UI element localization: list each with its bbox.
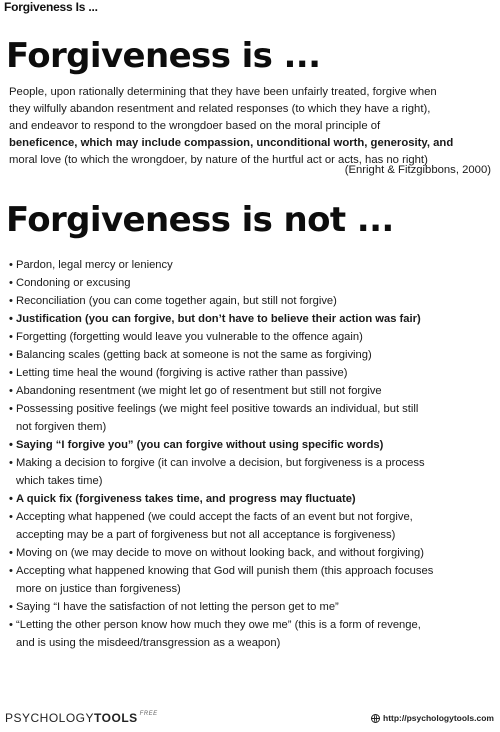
list-item xyxy=(9,616,495,652)
list-item xyxy=(9,544,495,562)
definition-line: they wilfully abandon resentment and related responses (to which they have a right), xyxy=(9,103,431,115)
list-item xyxy=(9,364,495,382)
list-item-text: Saying “I have the satisfaction of not letting the person get to me” xyxy=(16,601,339,613)
list-item xyxy=(9,562,495,598)
list-item-text: Possessing positive feelings (we might feel positive towards an individual, but still xyxy=(16,403,419,415)
bullet-icon: • xyxy=(9,619,13,631)
definition-line: moral love (to which the wrongdoer, by nature of the hurtful act or acts, has no right) xyxy=(9,154,428,166)
definition-line: and endeavor to respond to the wrongdoer based on the moral principle of xyxy=(9,120,381,132)
list-item-text: Balancing scales (getting back at someone is not the same as forgiving) xyxy=(16,349,372,361)
list-item xyxy=(9,400,495,436)
list-item xyxy=(9,436,495,454)
bullet-icon: • xyxy=(9,403,13,415)
logo-text-psychology: PSYCHOLOGY xyxy=(5,711,95,725)
list-item-text: Saying “I forgive you” (you can forgive without using specific words) xyxy=(16,439,384,451)
bullet-icon: • xyxy=(9,277,13,289)
list-item xyxy=(9,346,495,364)
list-item-text: “Letting the other person know how much they owe me” (this is a form of revenge, xyxy=(16,619,421,631)
logo-text-tools: TOOLS xyxy=(94,711,138,725)
list-item xyxy=(9,274,495,292)
list-item xyxy=(9,292,495,310)
bullet-icon: • xyxy=(9,565,13,577)
list-item-text: which takes time) xyxy=(16,475,103,487)
definition-line: beneficence, which may include compassion, unconditional worth, generosity, and xyxy=(9,137,454,149)
list-item xyxy=(9,256,495,274)
forgiveness-definition xyxy=(9,84,493,169)
footer-url-text: http://psychologytools.com xyxy=(383,713,494,723)
list-item-text: Condoning or excusing xyxy=(16,277,131,289)
bullet-icon: • xyxy=(9,457,13,469)
list-item-text: Abandoning resentment (we might let go of resentment but still not forgive xyxy=(16,385,382,397)
bullet-icon: • xyxy=(9,313,13,325)
list-item xyxy=(9,490,495,508)
list-item-text: Pardon, legal mercy or leniency xyxy=(16,259,173,271)
bullet-icon: • xyxy=(9,385,13,397)
list-item-text: Accepting what happened knowing that God will punish them (this approach focuses xyxy=(16,565,434,577)
list-item-text: not forgiven them) xyxy=(16,421,107,433)
list-item-text: A quick fix (forgiveness takes time, and progress may fluctuate) xyxy=(16,493,356,505)
psychology-tools-logo xyxy=(5,711,158,725)
logo-free-badge: FREE xyxy=(139,711,158,717)
list-item xyxy=(9,598,495,616)
definition-line: People, upon rationally determining that they have been unfairly treated, forgive when xyxy=(9,86,437,98)
list-item-text: Making a decision to forgive (it can involve a decision, but forgiveness is a process xyxy=(16,457,425,469)
list-item-text: Moving on (we may decide to move on without looking back, and without forgiving) xyxy=(16,547,424,559)
list-item-text: Justification (you can forgive, but don’t have to believe their action was fair) xyxy=(16,313,421,325)
footer-link[interactable] xyxy=(371,713,494,723)
bullet-icon: • xyxy=(9,511,13,523)
list-item-text: accepting may be a part of forgiveness but not all acceptance is forgiveness) xyxy=(16,529,396,541)
list-item xyxy=(9,328,495,346)
bullet-icon: • xyxy=(9,547,13,559)
list-item-text: more on justice than forgiveness) xyxy=(16,583,181,595)
list-item-text: and is using the misdeed/transgression as a weapon) xyxy=(16,637,281,649)
list-item-text: Accepting what happened (we could accept the facts of an event but not forgive, xyxy=(16,511,413,523)
bullet-icon: • xyxy=(9,367,13,379)
bullet-icon: • xyxy=(9,493,13,505)
list-item xyxy=(9,310,495,328)
forgiveness-is-not-list xyxy=(9,256,495,652)
list-item xyxy=(9,382,495,400)
list-item xyxy=(9,508,495,544)
citation: (Enright & Fitzgibbons, 2000) xyxy=(344,164,491,176)
globe-icon xyxy=(371,714,380,723)
bullet-icon: • xyxy=(9,331,13,343)
list-item-text: Reconciliation (you can come together again, but still not forgive) xyxy=(16,295,337,307)
bullet-icon: • xyxy=(9,439,13,451)
list-item-text: Letting time heal the wound (forgiving is active rather than passive) xyxy=(16,367,348,379)
bullet-icon: • xyxy=(9,349,13,361)
bullet-icon: • xyxy=(9,295,13,307)
list-item-text: Forgetting (forgetting would leave you vulnerable to the offence again) xyxy=(16,331,363,343)
forgiveness-is-heading: Forgiveness is ... xyxy=(6,36,321,76)
forgiveness-is-not-heading: Forgiveness is not ... xyxy=(6,200,394,240)
bullet-icon: • xyxy=(9,601,13,613)
page-title: Forgiveness Is ... xyxy=(4,0,98,14)
bullet-icon: • xyxy=(9,259,13,271)
list-item xyxy=(9,454,495,490)
